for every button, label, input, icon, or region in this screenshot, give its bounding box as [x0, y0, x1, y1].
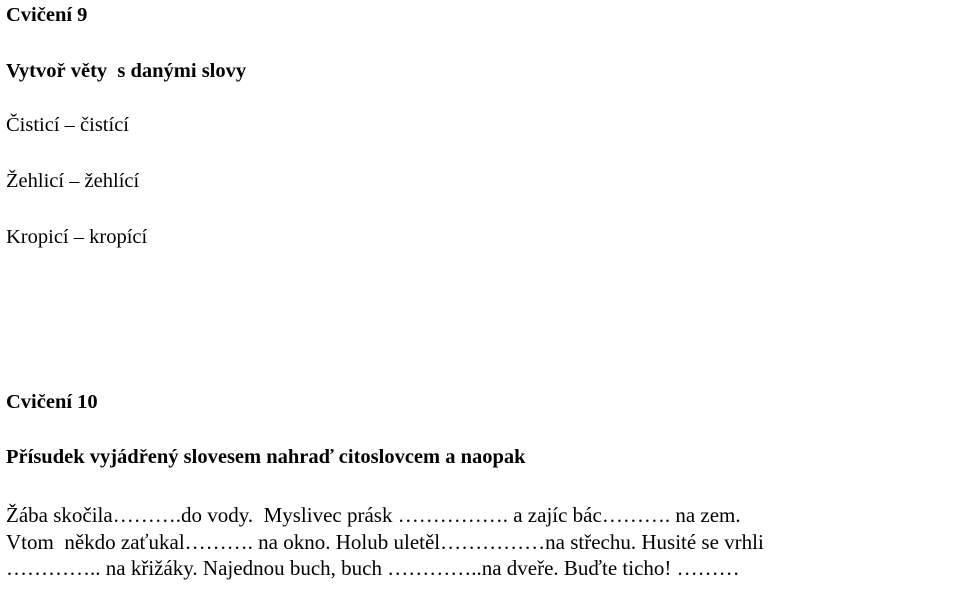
- paragraph-line-1: Žába skočila……….do vody. Myslivec prásk ……………. a zajíc bác………. na zem.: [6, 503, 741, 527]
- exercise-10-instruction: Přísudek vyjádřený slovesem nahraď citoslovcem a naopak: [6, 446, 526, 468]
- exercise-10-title: Cvičení 10: [6, 391, 98, 413]
- exercise-10-paragraph: [6, 502, 960, 582]
- paragraph-line-2: Vtom někdo zaťukal………. na okno. Holub uletěl……………na střechu. Husité se vrhli: [6, 529, 764, 554]
- paragraph-line-3: ………….. na křižáky. Najednou buch, buch …………..na dveře. Buďte ticho! ………: [6, 556, 740, 580]
- word-pair-3: Kropicí – kropící: [6, 226, 148, 248]
- exercise-9-instruction: Vytvoř věty s danými slovy: [6, 60, 247, 82]
- word-pair-1: Čisticí – čistící: [6, 114, 129, 136]
- word-pair-2: Žehlicí – žehlící: [6, 170, 140, 192]
- exercise-9-title: Cvičení 9: [6, 4, 88, 26]
